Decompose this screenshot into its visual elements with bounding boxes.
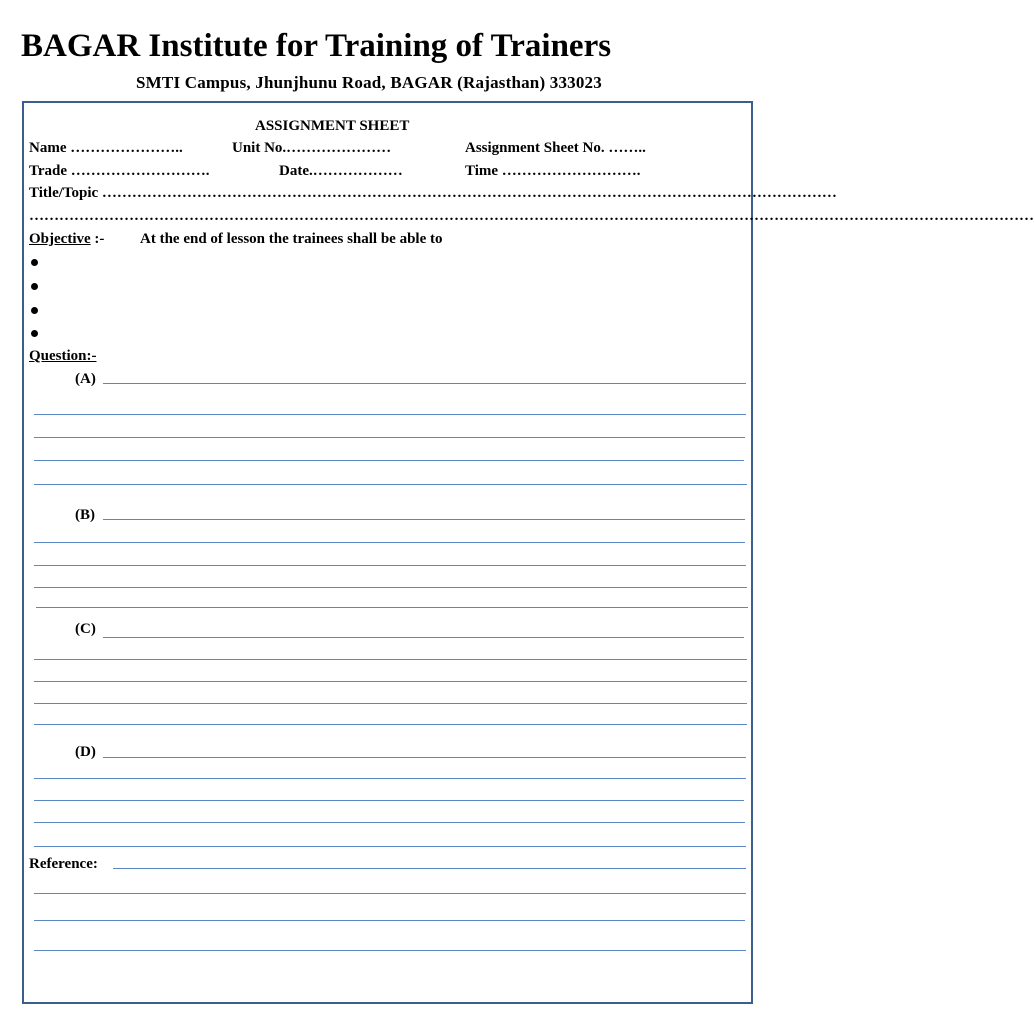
question-label: Question:-	[29, 348, 97, 364]
objective-bullet	[31, 259, 38, 266]
objective-row	[29, 230, 104, 248]
question-a-label: (A)	[75, 371, 96, 387]
sheet-heading: ASSIGNMENT SHEET	[255, 118, 410, 134]
answer-line[interactable]	[103, 519, 745, 520]
time-field[interactable]: Time ……………………….	[465, 163, 641, 179]
answer-line[interactable]	[34, 681, 747, 682]
objective-text: At the end of lesson the trainees shall be able to	[140, 231, 443, 247]
answer-line[interactable]	[34, 724, 747, 725]
answer-line[interactable]	[34, 659, 747, 660]
reference-label: Reference:	[29, 856, 98, 872]
answer-line[interactable]	[36, 607, 748, 608]
reference-line[interactable]	[113, 868, 746, 869]
reference-line[interactable]	[34, 950, 746, 951]
institute-address: SMTI Campus, Jhunjhunu Road, BAGAR (Rajasthan) 333023	[136, 73, 602, 92]
date-field[interactable]: Date.………………	[279, 163, 403, 179]
name-field[interactable]: Name …………………..	[29, 140, 183, 156]
objective-bullet	[31, 307, 38, 314]
reference-line[interactable]	[34, 920, 745, 921]
answer-line[interactable]	[34, 778, 746, 779]
answer-line[interactable]	[34, 565, 746, 566]
assignment-sheet-no-field[interactable]: Assignment Sheet No. ……..	[465, 140, 646, 156]
answer-line[interactable]	[34, 542, 745, 543]
objective-bullet	[31, 330, 38, 337]
answer-line[interactable]	[34, 703, 747, 704]
answer-line[interactable]	[103, 637, 744, 638]
objective-separator: :-	[90, 231, 105, 247]
answer-line[interactable]	[34, 800, 744, 801]
answer-line[interactable]	[34, 437, 745, 438]
question-c-label: (C)	[75, 621, 96, 637]
answer-line[interactable]	[34, 460, 744, 461]
title-topic-continuation[interactable]: …………………………………………………………………………………………………………………………………………………………………………………	[29, 208, 1034, 224]
answer-line[interactable]	[103, 383, 746, 384]
unit-no-field[interactable]: Unit No.…………………	[232, 140, 392, 156]
answer-line[interactable]	[34, 484, 747, 485]
answer-line[interactable]	[103, 757, 746, 758]
answer-line[interactable]	[34, 822, 745, 823]
trade-field[interactable]: Trade ……………………….	[29, 163, 210, 179]
institute-title: BAGAR Institute for Training of Trainers	[21, 28, 612, 64]
question-b-label: (B)	[75, 507, 95, 523]
answer-line[interactable]	[34, 414, 746, 415]
reference-line[interactable]	[34, 893, 746, 894]
title-topic-field[interactable]: Title/Topic …………………………………………………………………………………………………………………………………	[29, 185, 837, 201]
answer-line[interactable]	[34, 846, 746, 847]
objective-label: Objective	[29, 231, 91, 247]
answer-line[interactable]	[34, 587, 747, 588]
objective-bullet	[31, 283, 38, 290]
question-d-label: (D)	[75, 744, 96, 760]
